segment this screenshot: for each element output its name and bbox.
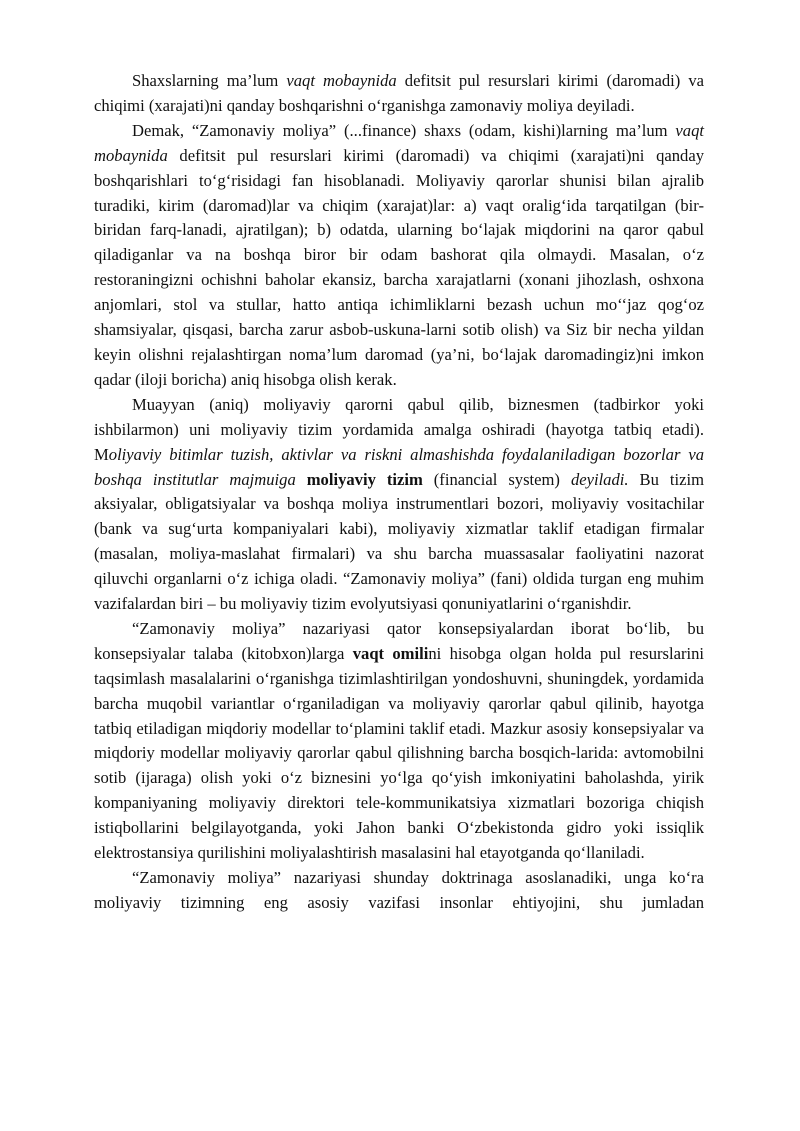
paragraph-2 bbox=[94, 119, 704, 393]
p2-text-1: Demak, “Zamonaviy moliya” (...finance) shaxs (odam, kishi)larning ma’lum bbox=[132, 120, 676, 140]
p3-text-2 bbox=[296, 470, 307, 489]
p3-italic-1: oliyaviy bitimlar tuzish, aktivlar va riskni almashishda foydalaniladigan bozorlar va boshqa institutlar majmuiga bbox=[94, 444, 704, 489]
p2-text-2: defitsit pul resurslari kirimi (daromadi) va chiqimi (xarajati)ni qanday boshqarishlari to‘g‘risidagi fan hisoblanadi. Moliyaviy qarorlar shunisi bilan ajralib turadiki, kirim (daromad)lar va chiqim (xarajat)lar: a) vaqt oralig‘ida tarqatilgan (bir-biridan farq-lanadi, ajratilgan); b) odatda, ularning bo‘lajak miqdorini na qaror qabul qiladiganlar va na boshqa biror bir odam bashorat qila olmaydi. Masalan, o‘z restoraningizni ochishni baholar ekansiz, barcha xarajatlarni (xonani jihozlash, oshxona anjomlari, stol va stullar, hatto antiqa ichimliklarni bezash uchun mo‘‘jaz qog‘oz shamsiyalar, qisqasi, barcha zarur asbob-uskuna-larni sotib olish) va Siz bir necha yildan keyin olishni rejalashtirgan noma’lum daromad (ya’ni, bo‘lajak daromadingiz)ni imkon qadar (iloji boricha) aniq hisobga olish kerak. bbox=[94, 145, 704, 389]
p4-text-2: ni hisobga olgan holda pul resurslarini taqsimlash masalalarini o‘rganishga tizimlashtirilgan yondoshuvni, shuningdek, yordamida barcha muqobil variantlar o‘rganiladigan va moliyaviy qarorlar qabul qilinib, hayotga tatbiq etiladigan miqdoriy modellar to‘plamini taklif etadi. Mazkur asosiy konsepsiyalar va miqdoriy modellar moliyaviy qarorlar qabul qilishning barcha bosqich-larida: avtomobilni sotib (ijaraga) olish yoki o‘z biznesini yo‘lga qo‘yish imkoniyatini baholashda, yirik kompaniyaning moliyaviy direktori tele-kommunikatsiya xizmatlari bozoriga chiqish istiqbollarini belgilayotganda, yoki Jahon banki O‘zbekistonda gidro yoki issiqlik elektrostansiya qurilishini moliyalashtirish masalasini hal etayotganda qo‘llaniladi. bbox=[94, 643, 705, 863]
paragraph-4 bbox=[94, 617, 704, 866]
p4-bold-term: vaqt omili bbox=[352, 643, 429, 663]
p3-text-4: Bu tizim aksiyalar, obligatsiyalar va boshqa moliya instrumentlari bozori, moliyaviy vositachilar (bank va sug‘urta kompaniyalari kabi), moliyaviy xizmatlar taklif etadigan firmalar (masalan, moliya-maslahat firmalari) va shu barcha muassasalar faoliyatini nazorat qiluvchi organlarni o‘z ichiga oladi. “Zamonaviy moliya” (fani) oldida turgan eng muhim vazifalardan biri – bu moliyaviy tizim evolyutsiyasi qonuniyatlarini o‘rganishdir. bbox=[94, 469, 704, 614]
p4-text-1: “Zamonaviy moliya” nazariyasi qator konsepsiyalardan iborat bo‘lib, bu konsepsiyalar talaba (kitobxon)larga bbox=[94, 618, 704, 663]
p3-italic-2: deyiladi. bbox=[570, 469, 629, 489]
p1-italic-1: vaqt mobaynida bbox=[286, 71, 397, 90]
p3-text-3: (financial system) bbox=[422, 469, 571, 489]
paragraph-3 bbox=[94, 393, 704, 617]
p3-text-1: Muayyan (aniq) moliyaviy qarorni qabul qilib, biznesmen (tadbirkor yoki ishbilarmon) uni moliyaviy tizim yordamida amalga oshiradi (hayotga tatbiq etadi). M bbox=[94, 394, 704, 464]
p1-text-1: Shaxslarning ma’lum bbox=[132, 71, 287, 90]
p1-text-2: defitsit pul resurslari kirimi (daromadi) va chiqimi (xarajati)ni qanday boshqarishni o‘rganishga zamonaviy moliya deyiladi. bbox=[94, 71, 704, 115]
p5-text-1: “Zamonaviy moliya” nazariyasi shunday doktrinaga asoslanadiki, unga ko‘ra moliyaviy tizimning eng asosiy vazifasi insonlar ehtiyojini, shu jumladan bbox=[94, 868, 704, 912]
p2-italic-1: vaqt mobaynida bbox=[94, 120, 704, 165]
p3-bold-term: moliyaviy tizim bbox=[306, 469, 423, 489]
paragraph-1 bbox=[94, 69, 704, 119]
paragraph-5 bbox=[94, 866, 704, 916]
